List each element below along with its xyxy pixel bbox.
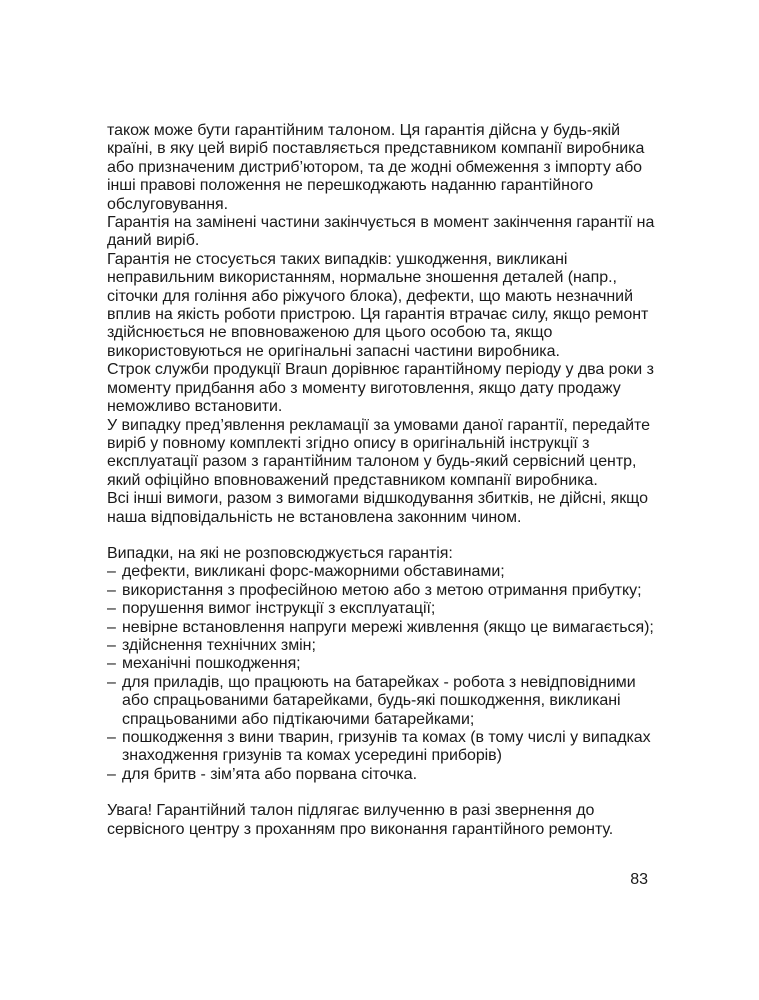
paragraph-service-life: Строк служби продукції Braun дорівнює гарантійному періоду у два роки з моменту придбання або з моменту виготовлення, якщо дату продажу неможливо встановити. xyxy=(107,361,654,416)
list-item xyxy=(107,655,655,673)
dash-bullet: – xyxy=(107,765,116,783)
list-item xyxy=(107,582,655,600)
list-item-text: порушення вимог інструкції з експлуатації; xyxy=(122,600,436,618)
dash-bullet: – xyxy=(107,600,116,618)
list-item xyxy=(107,637,655,655)
list-item-text: дефекти, викликані форс-мажорними обставинами; xyxy=(122,563,505,581)
list-item xyxy=(107,729,655,766)
dash-bullet: – xyxy=(107,581,116,599)
dash-bullet: – xyxy=(107,655,116,673)
paragraph-replaced-parts: Гарантія на замінені частини закінчується в момент закінчення гарантії на даний виріб. xyxy=(107,214,655,250)
list-item xyxy=(107,563,655,581)
paragraph-gap xyxy=(107,527,655,545)
list-item xyxy=(107,766,655,784)
dash-bullet: – xyxy=(107,729,116,746)
paragraph-warranty-validity: також може бути гарантійним талоном. Ця гарантія дійсна у будь-якій країні, в яку цей виріб поставляється представником компанії виробника або призначеним дистриб’ютором, та де жодні обмеження з імпорту або інші правові положення не перешкоджають наданню гарантійного обслуговування. xyxy=(107,122,645,213)
exclusions-heading: Випадки, на які не розповсюджується гарантія: xyxy=(107,544,453,562)
list-item-text: використання з професійною метою або з метою отримання прибутку; xyxy=(122,581,642,599)
warranty-text xyxy=(107,122,655,839)
list-item-text: механічні пошкодження; xyxy=(122,655,301,673)
dash-bullet: – xyxy=(107,563,116,581)
paragraph-gap xyxy=(107,784,655,802)
list-item xyxy=(107,674,655,729)
list-item xyxy=(107,600,655,618)
dash-bullet: – xyxy=(107,673,116,691)
list-item-text: для приладів, що працюють на батарейках - робота з невідповідними або спрацьованими батарейками, будь-які пошкодження, викликані спрацьованими або підтікаючими батарейками; xyxy=(122,673,636,728)
paragraph-other-claims: Всі інші вимоги, разом з вимогами відшкодування збитків, не дійсні, якщо наша відповідальність не встановлена законним чином. xyxy=(107,490,648,526)
dash-bullet: – xyxy=(107,618,116,636)
list-item-text: невірне встановлення напруги мережі живлення (якщо це вимагається); xyxy=(122,618,654,636)
page-number: 83 xyxy=(630,871,648,888)
list-item-text: здійснення технічних змін; xyxy=(122,636,316,654)
exclusions-list xyxy=(107,563,655,784)
list-item-text: пошкодження з вини тварин, гризунів та комах (в тому числі у випадках знаходження гризунів та комах усередині приборів) xyxy=(122,729,651,765)
dash-bullet: – xyxy=(107,636,116,654)
list-item-text: для бритв - зім’ята або порвана сіточка. xyxy=(122,765,417,783)
warning-notice: Увага! Гарантійний талон підлягає вилученню в разі звернення до сервісного центру з проханням про виконання гарантійного ремонту. xyxy=(107,802,614,838)
paragraph-exclusions-general: Гарантія не стосується таких випадків: ушкодження, викликані неправильним використанням, нормальне зношення деталей (напр., сіточки для гоління або ріжучого блока), дефекти, що мають незначний вплив на якість роботи пристрою. Ця гарантія втрачає силу, якщо ремонт здійснюється не вповноваженою для цього особою та, якщо використовуються не оригінальні запасні частини виробника. xyxy=(107,250,649,360)
list-item xyxy=(107,619,655,637)
paragraph-claim-procedure: У випадку пред’явлення рекламації за умовами даної гарантії, передайте виріб у повному комплекті згідно опису в оригінальній інструкції з експлуатації разом з гарантійним талоном у будь-який сервісний центр, який офіційно вповноважений представником компанії виробника. xyxy=(107,416,650,489)
